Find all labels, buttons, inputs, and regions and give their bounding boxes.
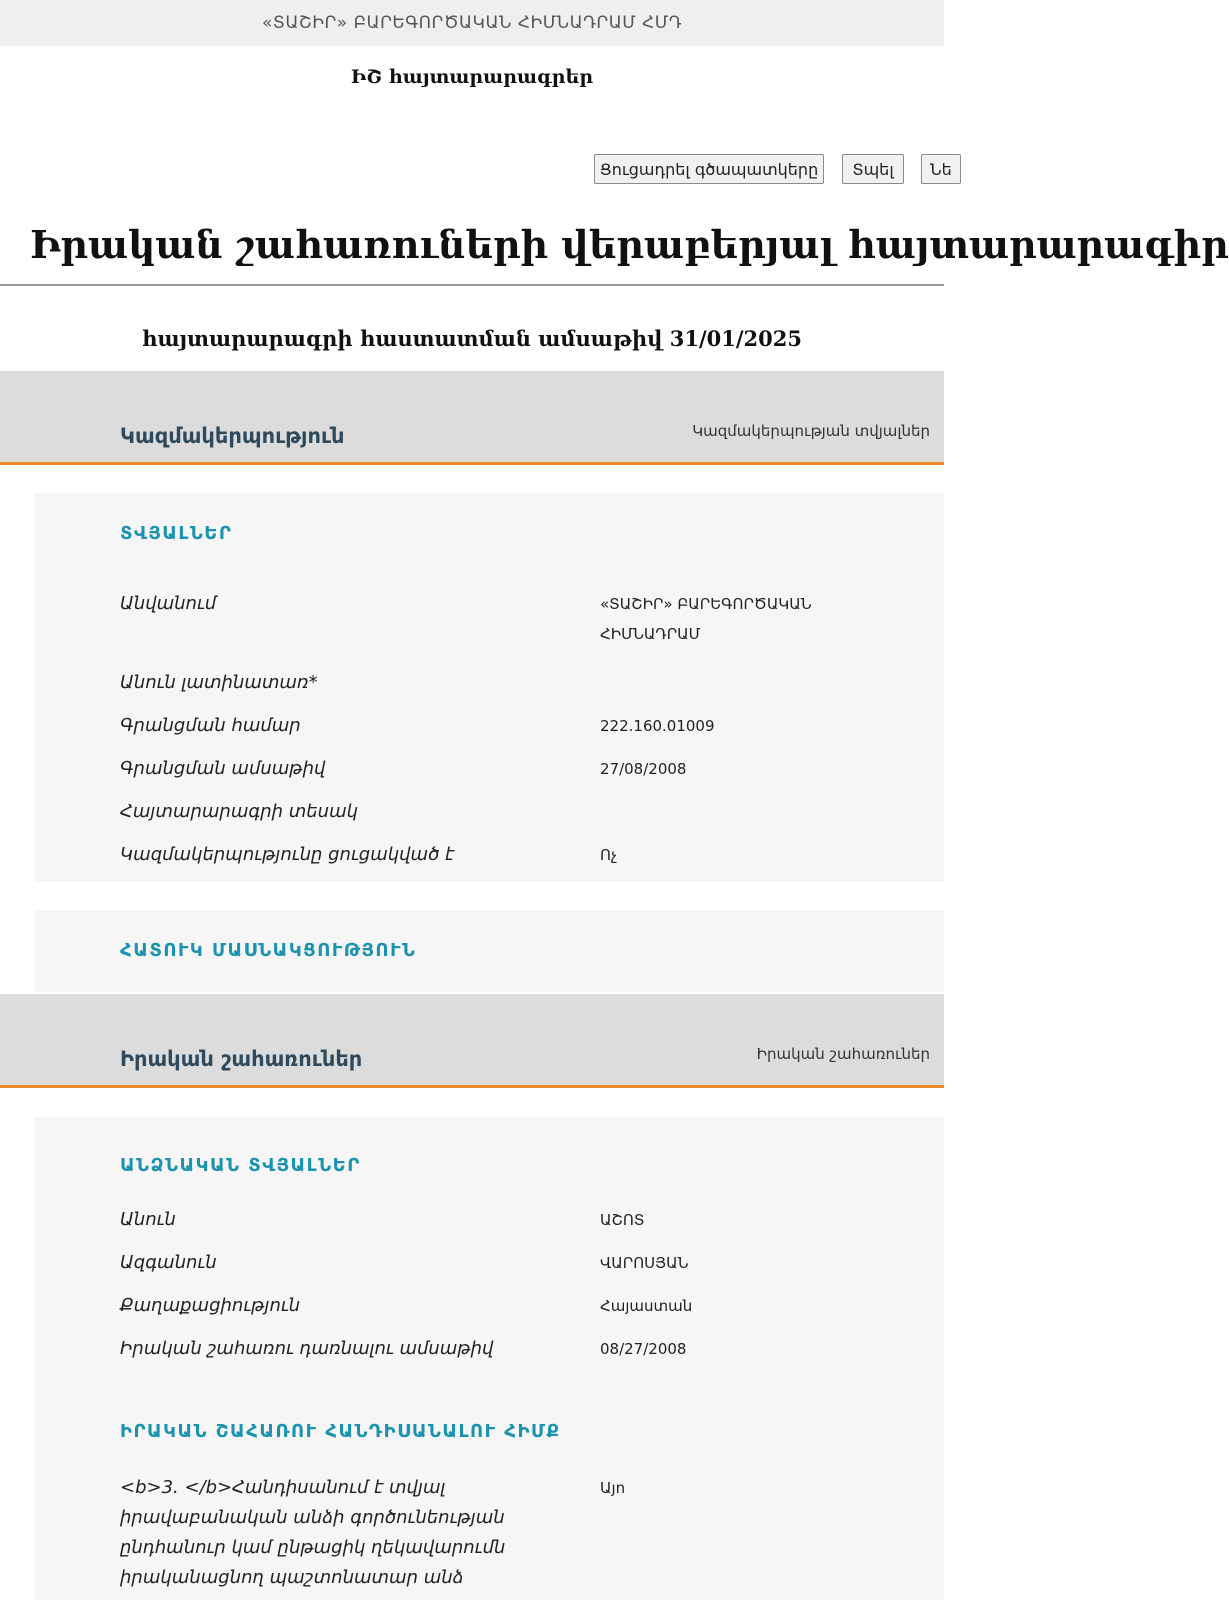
basis-value: Այո bbox=[600, 1479, 626, 1497]
beneficial-owners-section-header bbox=[0, 994, 944, 1088]
special-participation-heading: ՀԱՏՈՒԿ ՄԱՍՆԱԿՑՈՒԹՅՈՒՆ bbox=[120, 940, 417, 961]
field-label-citizenship: Քաղաքացիություն bbox=[120, 1295, 301, 1316]
field-value-owner-since: 08/27/2008 bbox=[600, 1340, 687, 1358]
field-label-name: Անվանում bbox=[120, 593, 217, 614]
beneficial-owners-link[interactable]: Իրական շահառուներ bbox=[756, 1045, 930, 1063]
field-label-last-name: Ազգանուն bbox=[120, 1252, 217, 1273]
org-name-bar bbox=[0, 0, 944, 46]
field-label-registration-number: Գրանցման համար bbox=[120, 715, 301, 736]
data-heading: ՏՎՅԱԼՆԵՐ bbox=[120, 523, 233, 544]
beneficial-owners-section-title: Իրական շահառուներ bbox=[120, 1047, 363, 1071]
basis-heading: ԻՐԱԿԱՆ ՇԱՀԱՌՈՒ ՀԱՆԴԻՍԱՆԱԼՈՒ ՀԻՄՔ bbox=[120, 1421, 561, 1442]
field-label-declaration-type: Հայտարարագրի տեսակ bbox=[120, 801, 359, 822]
title-divider bbox=[0, 284, 944, 286]
field-value-last-name: ՎԱՐՈՍՅԱՆ bbox=[600, 1254, 689, 1272]
field-value-registration-date: 27/08/2008 bbox=[600, 760, 687, 778]
field-label-first-name: Անուն bbox=[120, 1209, 176, 1230]
show-images-button[interactable]: Ցուցադրել գծապատկերը bbox=[594, 154, 824, 184]
field-label-registration-date: Գրանցման ամսաթիվ bbox=[120, 758, 326, 779]
organization-section-header bbox=[0, 371, 944, 465]
field-label-listed: Կազմակերպությունը ցուցակված է bbox=[120, 844, 455, 865]
org-name: «ՏԱՇԻՐ» ԲԱՐԵԳՈՐԾԱԿԱՆ ՀԻՄՆԱԴՐԱՄ ՀՄԴ bbox=[261, 13, 683, 33]
organization-data-link[interactable]: Կազմակերպության տվյալներ bbox=[692, 422, 930, 440]
confirmation-date: հայտարարագրի հաստատման ամսաթիվ 31/01/2025 bbox=[142, 326, 802, 351]
field-value-listed: Ոչ bbox=[600, 846, 618, 864]
print-button[interactable]: Տպել bbox=[842, 154, 904, 184]
field-value-name: «ՏԱՇԻՐ» ԲԱՐԵԳՈՐԾԱԿԱՆ ՀԻՄՆԱԴՐԱՄ bbox=[600, 595, 812, 643]
basis-text: <b>3. </b>Հանդիսանում է տվյալ իրավաբանական անձի գործունեության ընդհանուր կամ ընթացիկ ղեկավարումն իրականացնող պաշտոնատար անձ bbox=[120, 1477, 506, 1588]
personal-data-heading: ԱՆՁՆԱԿԱՆ ՏՎՅԱԼՆԵՐ bbox=[120, 1155, 361, 1176]
page-title: Իրական շահառուների վերաբերյալ հայտարարագիր bbox=[30, 222, 1229, 267]
field-value-registration-number: 222.160.01009 bbox=[600, 717, 715, 735]
page-subtitle: ԻՇ հայտարարագրեր bbox=[350, 66, 594, 88]
field-label-latin-name: Անուն լատինատառ* bbox=[120, 672, 318, 693]
special-participation-panel bbox=[34, 910, 944, 992]
organization-data-panel bbox=[34, 493, 944, 882]
field-value-citizenship: Հայաստան bbox=[600, 1297, 693, 1315]
field-label-owner-since: Իրական շահառու դառնալու ամսաթիվ bbox=[120, 1338, 494, 1359]
organization-section-title: Կազմակերպություն bbox=[120, 424, 345, 448]
field-value-first-name: ԱՇՈՏ bbox=[600, 1211, 645, 1229]
third-button[interactable]: Նե bbox=[921, 154, 961, 184]
beneficial-owner-panel bbox=[34, 1117, 944, 1600]
